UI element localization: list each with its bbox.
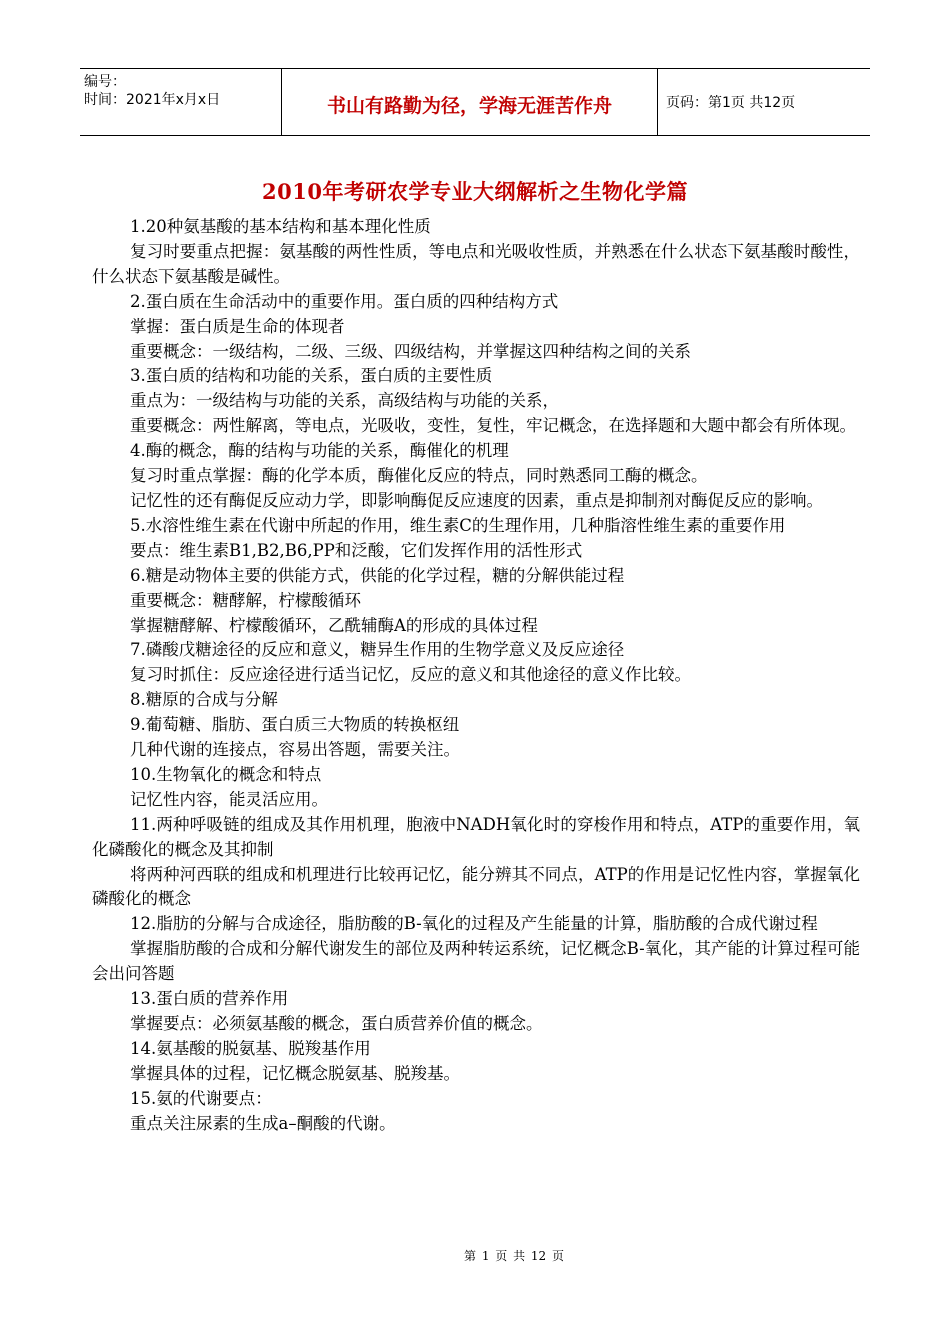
paragraph: 掌握要点：必须氨基酸的概念，蛋白质营养价值的概念。 bbox=[130, 1014, 543, 1033]
paragraph: 13.蛋白质的营养作用 bbox=[130, 989, 289, 1009]
page-footer: 第 1 页 共 12 页 bbox=[464, 1249, 564, 1263]
paragraph: 重要概念：糖酵解，柠檬酸循环 bbox=[130, 590, 361, 610]
paragraph: 9.葡萄糖、脂肪、蛋白质三大物质的转换枢纽 bbox=[130, 715, 460, 735]
header-motto: 书山有路勤为径，学海无涯苦作舟 bbox=[282, 69, 658, 135]
paragraph: 复习时重点掌握：酶的化学本质，酶催化反应的特点，同时熟悉同工酶的概念。 bbox=[130, 466, 708, 486]
paragraph: 1.20种氨基酸的基本结构和基本理化性质 bbox=[130, 217, 431, 236]
header-table bbox=[80, 68, 870, 136]
paragraph: 10.生物氧化的概念和特点 bbox=[130, 764, 322, 784]
paragraph: 掌握具体的过程，记忆概念脱氨基、脱羧基。 bbox=[130, 1063, 460, 1083]
paragraph: 7.磷酸戊糖途径的反应和意义，糖异生作用的生物学意义及反应途径 bbox=[130, 640, 625, 660]
paragraph: 6.糖是动物体主要的供能方式，供能的化学过程，糖的分解供能过程 bbox=[130, 565, 625, 585]
paragraph: 将两种河西联的组成和机理进行比较再记忆，能分辨其不同点，ATP的作用是记忆性内容，掌握氧化磷酸化的概念 bbox=[92, 864, 860, 909]
paragraph: 记忆性的还有酶促反应动力学，即影响酶促反应速度的因素，重点是抑制剂对酶促反应的影响。 bbox=[130, 490, 823, 510]
paragraph: 记忆性内容，能灵活应用。 bbox=[130, 789, 328, 809]
paragraph: 重要概念：两性解离，等电点，光吸收，变性，复性，牢记概念，在选择题和大题中都会有所体现。 bbox=[130, 416, 856, 436]
paragraph: 11.两种呼吸链的组成及其作用机理，胞液中NADH氧化时的穿梭作用和特点，ATP的重要作用，氧化磷酸化的概念及其抑制 bbox=[92, 814, 860, 859]
paragraph: 15.氨的代谢要点： bbox=[130, 1088, 272, 1108]
paragraph: 4.酶的概念，酶的结构与功能的关系，酶催化的机理 bbox=[130, 441, 509, 461]
paragraph: 5.水溶性维生素在代谢中所起的作用，维生素C的生理作用，几种脂溶性维生素的重要作用 bbox=[130, 515, 786, 535]
document-title: 2010年考研农学专业大纲解析之生物化学篇 bbox=[262, 179, 688, 204]
paragraph: 重要概念：一级结构，二级、三级、四级结构，并掌握这四种结构之间的关系 bbox=[130, 341, 691, 361]
paragraph: 重点为：一级结构与功能的关系，高级结构与功能的关系， bbox=[130, 391, 559, 411]
paragraph: 3.蛋白质的结构和功能的关系，蛋白质的主要性质 bbox=[130, 366, 493, 386]
document-number-label: 编号： bbox=[84, 74, 126, 90]
paragraph: 复习时抓住：反应途径进行适当记忆，反应的意义和其他途径的意义作比较。 bbox=[130, 665, 691, 685]
paragraph: 掌握脂肪酸的合成和分解代谢发生的部位及两种转运系统，记忆概念B-氧化，其产能的计算过程可能会出问答题 bbox=[92, 939, 860, 984]
paragraph: 要点：维生素B1,B2,B6,PP和泛酸，它们发挥作用的活性形式 bbox=[130, 540, 583, 560]
paragraph: 复习时要重点把握：氨基酸的两性性质，等电点和光吸收性质，并熟悉在什么状态下氨基酸时酸性，什么状态下氨基酸是碱性。 bbox=[92, 241, 860, 286]
paragraph: 几种代谢的连接点，容易出答题，需要关注。 bbox=[130, 740, 460, 760]
header-page-info: 页码：第1页 共12页 bbox=[666, 95, 796, 111]
paragraph: 8.糖原的合成与分解 bbox=[130, 690, 278, 710]
paragraph: 掌握糖酵解、柠檬酸循环，乙酰辅酶A的形成的具体过程 bbox=[130, 615, 538, 635]
paragraph: 掌握：蛋白质是生命的体现者 bbox=[130, 316, 345, 336]
document-time-label: 时间：2021年x月x日 bbox=[84, 92, 221, 108]
paragraph: 重点关注尿素的生成a–酮酸的代谢。 bbox=[130, 1113, 396, 1133]
paragraph: 12.脂肪的分解与合成途径，脂肪酸的B-氧化的过程及产生能量的计算，脂肪酸的合成代谢过程 bbox=[130, 914, 818, 934]
paragraph: 2.蛋白质在生命活动中的重要作用。蛋白质的四种结构方式 bbox=[130, 291, 559, 311]
header-meta bbox=[80, 69, 282, 135]
paragraph: 14.氨基酸的脱氨基、脱羧基作用 bbox=[130, 1038, 371, 1058]
document-body bbox=[92, 215, 860, 1137]
